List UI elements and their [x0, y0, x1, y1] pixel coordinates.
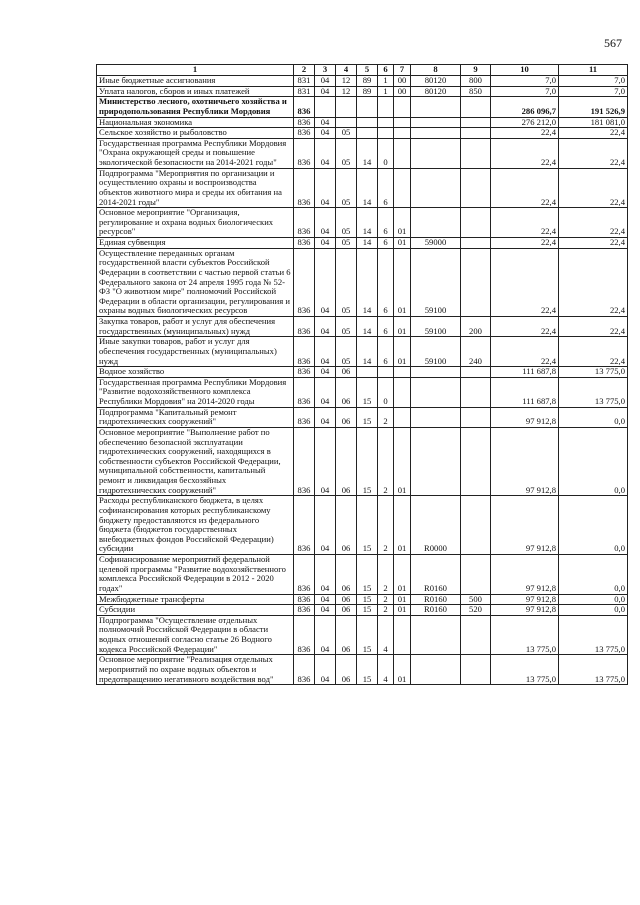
section-code: 04 — [315, 615, 336, 655]
subsection-code: 06 — [336, 367, 357, 378]
item-name: Министерство лесного, охотничьего хозяйства и природопользования Республики Мордовия — [97, 97, 294, 117]
amount-col10: 97 912,8 — [491, 555, 559, 595]
ministry-code: 836 — [294, 238, 315, 249]
section-code: 04 — [315, 76, 336, 87]
amount-col11: 181 081,0 — [559, 117, 628, 128]
amount-col10: 22,4 — [491, 128, 559, 139]
ministry-code: 836 — [294, 138, 315, 168]
amount-col10: 22,4 — [491, 337, 559, 367]
expense-type-code — [461, 238, 491, 249]
section-code: 04 — [315, 555, 336, 595]
program-code: 15 — [357, 655, 378, 685]
direction-code — [411, 377, 461, 407]
subprogram-code: 6 — [378, 317, 394, 337]
subprogram-code: 4 — [378, 655, 394, 685]
column-header-2: 2 — [294, 65, 315, 76]
table-row — [97, 367, 628, 378]
subprogram-code: 2 — [378, 427, 394, 495]
section-code: 04 — [315, 337, 336, 367]
amount-col11: 22,4 — [559, 317, 628, 337]
table-row — [97, 377, 628, 407]
subprogram-code: 0 — [378, 377, 394, 407]
ministry-code: 836 — [294, 117, 315, 128]
item-name: Сельское хозяйство и рыболовство — [97, 128, 294, 139]
program-code: 14 — [357, 337, 378, 367]
section-code: 04 — [315, 168, 336, 208]
amount-col10: 22,4 — [491, 138, 559, 168]
subsection-code: 06 — [336, 377, 357, 407]
amount-col11: 13 775,0 — [559, 655, 628, 685]
item-name: Национальная экономика — [97, 117, 294, 128]
column-header-8: 8 — [411, 65, 461, 76]
ministry-code: 836 — [294, 655, 315, 685]
direction-code: 59000 — [411, 238, 461, 249]
expense-type-code — [461, 555, 491, 595]
event-code — [394, 138, 411, 168]
subprogram-code — [378, 128, 394, 139]
program-code: 14 — [357, 208, 378, 238]
item-name: Подпрограмма "Осуществление отдельных полномочий Российской Федерации в области водных отношений согласно статье 26 Водного кодекса Российской Федерации" — [97, 615, 294, 655]
program-code: 89 — [357, 76, 378, 87]
amount-col10: 276 212,0 — [491, 117, 559, 128]
ministry-code: 836 — [294, 208, 315, 238]
amount-col10: 22,4 — [491, 248, 559, 316]
amount-col11: 22,4 — [559, 138, 628, 168]
column-header-4: 4 — [336, 65, 357, 76]
page-number: 567 — [604, 36, 622, 50]
event-code — [394, 128, 411, 139]
subsection-code: 06 — [336, 605, 357, 616]
amount-col11: 22,4 — [559, 128, 628, 139]
column-header-10: 10 — [491, 65, 559, 76]
amount-col10: 97 912,8 — [491, 496, 559, 555]
expense-type-code — [461, 496, 491, 555]
amount-col10: 97 912,8 — [491, 594, 559, 605]
section-code — [315, 97, 336, 117]
subsection-code: 06 — [336, 427, 357, 495]
amount-col11: 0,0 — [559, 594, 628, 605]
program-code: 15 — [357, 615, 378, 655]
subsection-code: 12 — [336, 86, 357, 97]
event-code: 01 — [394, 555, 411, 595]
expense-type-code — [461, 138, 491, 168]
table-row — [97, 248, 628, 316]
amount-col10: 97 912,8 — [491, 605, 559, 616]
amount-col10: 111 687,8 — [491, 377, 559, 407]
table-body — [97, 76, 628, 685]
column-header-9: 9 — [461, 65, 491, 76]
direction-code — [411, 427, 461, 495]
program-code: 14 — [357, 317, 378, 337]
amount-col11: 191 526,9 — [559, 97, 628, 117]
table-row — [97, 117, 628, 128]
item-name: Водное хозяйство — [97, 367, 294, 378]
expense-type-code — [461, 367, 491, 378]
item-name: Подпрограмма "Капитальный ремонт гидротехнических сооружений" — [97, 407, 294, 427]
event-code: 01 — [394, 208, 411, 238]
subprogram-code — [378, 367, 394, 378]
column-header-11: 11 — [559, 65, 628, 76]
table-row — [97, 317, 628, 337]
section-code: 04 — [315, 367, 336, 378]
subsection-code — [336, 117, 357, 128]
expense-type-code — [461, 615, 491, 655]
direction-code: 59100 — [411, 317, 461, 337]
table-row — [97, 208, 628, 238]
event-code — [394, 407, 411, 427]
ministry-code: 836 — [294, 97, 315, 117]
table-row — [97, 86, 628, 97]
amount-col11: 0,0 — [559, 555, 628, 595]
ministry-code: 836 — [294, 367, 315, 378]
subprogram-code: 2 — [378, 594, 394, 605]
subsection-code: 05 — [336, 238, 357, 249]
table-row — [97, 427, 628, 495]
event-code: 00 — [394, 76, 411, 87]
ministry-code: 831 — [294, 86, 315, 97]
amount-col10: 7,0 — [491, 76, 559, 87]
ministry-code: 836 — [294, 555, 315, 595]
direction-code: 59100 — [411, 337, 461, 367]
event-code: 01 — [394, 337, 411, 367]
item-name: Межбюджетные трансферты — [97, 594, 294, 605]
table-row — [97, 138, 628, 168]
expense-type-code — [461, 128, 491, 139]
direction-code — [411, 97, 461, 117]
section-code: 04 — [315, 86, 336, 97]
program-code: 15 — [357, 427, 378, 495]
event-code — [394, 367, 411, 378]
item-name: Иные бюджетные ассигнования — [97, 76, 294, 87]
table-row — [97, 655, 628, 685]
program-code: 15 — [357, 605, 378, 616]
ministry-code: 836 — [294, 496, 315, 555]
subprogram-code: 0 — [378, 138, 394, 168]
section-code: 04 — [315, 138, 336, 168]
ministry-code: 836 — [294, 377, 315, 407]
subprogram-code: 2 — [378, 605, 394, 616]
subsection-code: 06 — [336, 555, 357, 595]
amount-col10: 13 775,0 — [491, 655, 559, 685]
program-code: 15 — [357, 407, 378, 427]
budget-table — [96, 64, 628, 685]
program-code: 15 — [357, 377, 378, 407]
subsection-code: 06 — [336, 407, 357, 427]
direction-code: R0000 — [411, 496, 461, 555]
program-code: 15 — [357, 555, 378, 595]
subprogram-code — [378, 117, 394, 128]
item-name: Основное мероприятие "Организация, регулирование и охрана водных биологических ресурсов" — [97, 208, 294, 238]
program-code — [357, 97, 378, 117]
expense-type-code — [461, 655, 491, 685]
event-code: 01 — [394, 496, 411, 555]
ministry-code: 836 — [294, 427, 315, 495]
direction-code — [411, 407, 461, 427]
direction-code — [411, 655, 461, 685]
program-code: 14 — [357, 138, 378, 168]
section-code: 04 — [315, 427, 336, 495]
table-row — [97, 496, 628, 555]
amount-col10: 7,0 — [491, 86, 559, 97]
table-row — [97, 615, 628, 655]
amount-col11: 13 775,0 — [559, 615, 628, 655]
item-name: Основное мероприятие "Выполнение работ по обеспечению безопасной эксплуатации гидротехнических сооружений, находящихся в собственности субъектов Российской Федерации, муниципальной собственности, капитальный ремонт и ликвидация бесхозяйных гидротехнических сооружений" — [97, 427, 294, 495]
event-code: 00 — [394, 86, 411, 97]
column-header-5: 5 — [357, 65, 378, 76]
direction-code: 80120 — [411, 76, 461, 87]
table-row — [97, 555, 628, 595]
table-row — [97, 76, 628, 87]
subprogram-code: 6 — [378, 238, 394, 249]
subprogram-code — [378, 97, 394, 117]
item-name: Иные закупки товаров, работ и услуг для обеспечения государственных (муниципальных) нужд — [97, 337, 294, 367]
ministry-code: 836 — [294, 594, 315, 605]
section-code: 04 — [315, 248, 336, 316]
expense-type-code — [461, 377, 491, 407]
expense-type-code: 800 — [461, 76, 491, 87]
program-code: 89 — [357, 86, 378, 97]
event-code: 01 — [394, 317, 411, 337]
item-name: Государственная программа Республики Мордовия "Охрана окружающей среды и повышение экологической безопасности на 2014-2021 годы" — [97, 138, 294, 168]
direction-code — [411, 208, 461, 238]
subsection-code: 05 — [336, 138, 357, 168]
direction-code — [411, 117, 461, 128]
event-code: 01 — [394, 238, 411, 249]
column-header-1: 1 — [97, 65, 294, 76]
program-code: 14 — [357, 248, 378, 316]
subsection-code: 06 — [336, 496, 357, 555]
item-name: Единая субвенция — [97, 238, 294, 249]
program-code — [357, 367, 378, 378]
direction-code: R0160 — [411, 594, 461, 605]
event-code — [394, 97, 411, 117]
subprogram-code: 6 — [378, 337, 394, 367]
amount-col11: 7,0 — [559, 86, 628, 97]
table-row — [97, 605, 628, 616]
event-code — [394, 117, 411, 128]
section-code: 04 — [315, 594, 336, 605]
expense-type-code: 500 — [461, 594, 491, 605]
subprogram-code: 1 — [378, 76, 394, 87]
table-row — [97, 238, 628, 249]
expense-type-code — [461, 427, 491, 495]
subsection-code: 05 — [336, 317, 357, 337]
ministry-code: 836 — [294, 168, 315, 208]
subprogram-code: 4 — [378, 615, 394, 655]
item-name: Государственная программа Республики Мордовия "Развитие водохозяйственного комплекса Республики Мордовия" на 2014-2020 годы — [97, 377, 294, 407]
expense-type-code: 520 — [461, 605, 491, 616]
column-header-7: 7 — [394, 65, 411, 76]
ministry-code: 836 — [294, 337, 315, 367]
subprogram-code: 1 — [378, 86, 394, 97]
amount-col11: 0,0 — [559, 605, 628, 616]
table-row — [97, 337, 628, 367]
expense-type-code — [461, 97, 491, 117]
section-code: 04 — [315, 605, 336, 616]
subsection-code: 05 — [336, 208, 357, 238]
program-code — [357, 128, 378, 139]
program-code: 15 — [357, 496, 378, 555]
subprogram-code: 2 — [378, 555, 394, 595]
ministry-code: 836 — [294, 248, 315, 316]
amount-col11: 7,0 — [559, 76, 628, 87]
subsection-code: 05 — [336, 128, 357, 139]
direction-code — [411, 615, 461, 655]
amount-col11: 13 775,0 — [559, 377, 628, 407]
subprogram-code: 6 — [378, 248, 394, 316]
expense-type-code — [461, 208, 491, 238]
ministry-code: 836 — [294, 407, 315, 427]
item-name: Уплата налогов, сборов и иных платежей — [97, 86, 294, 97]
expense-type-code: 850 — [461, 86, 491, 97]
table-header-row — [97, 65, 628, 76]
event-code — [394, 168, 411, 208]
amount-col10: 13 775,0 — [491, 615, 559, 655]
amount-col11: 22,4 — [559, 238, 628, 249]
subsection-code: 06 — [336, 615, 357, 655]
section-code: 04 — [315, 496, 336, 555]
section-code: 04 — [315, 238, 336, 249]
section-code: 04 — [315, 655, 336, 685]
event-code: 01 — [394, 427, 411, 495]
event-code: 01 — [394, 248, 411, 316]
direction-code: 80120 — [411, 86, 461, 97]
ministry-code: 836 — [294, 128, 315, 139]
event-code — [394, 615, 411, 655]
table-row — [97, 128, 628, 139]
subsection-code: 12 — [336, 76, 357, 87]
amount-col10: 97 912,8 — [491, 407, 559, 427]
event-code: 01 — [394, 594, 411, 605]
amount-col11: 13 775,0 — [559, 367, 628, 378]
amount-col11: 0,0 — [559, 496, 628, 555]
program-code: 15 — [357, 594, 378, 605]
ministry-code: 836 — [294, 605, 315, 616]
subsection-code: 05 — [336, 168, 357, 208]
ministry-code: 836 — [294, 317, 315, 337]
direction-code — [411, 168, 461, 208]
direction-code: R0160 — [411, 555, 461, 595]
table-row — [97, 97, 628, 117]
subprogram-code: 2 — [378, 496, 394, 555]
expense-type-code — [461, 407, 491, 427]
item-name: Субсидии — [97, 605, 294, 616]
direction-code — [411, 138, 461, 168]
item-name: Основное мероприятие "Реализация отдельных мероприятий по охране водных объектов и предотвращению негативного воздействия вод" — [97, 655, 294, 685]
ministry-code: 831 — [294, 76, 315, 87]
item-name: Подпрограмма "Мероприятия по организации и осуществлению охраны и воспроизводства объектов животного мира и среды их обитания на 2014-2021 годы" — [97, 168, 294, 208]
program-code — [357, 117, 378, 128]
expense-type-code: 240 — [461, 337, 491, 367]
subprogram-code: 2 — [378, 407, 394, 427]
subsection-code: 06 — [336, 594, 357, 605]
subprogram-code: 6 — [378, 168, 394, 208]
direction-code — [411, 128, 461, 139]
subsection-code: 06 — [336, 655, 357, 685]
amount-col11: 0,0 — [559, 407, 628, 427]
section-code: 04 — [315, 128, 336, 139]
amount-col11: 22,4 — [559, 248, 628, 316]
amount-col10: 22,4 — [491, 238, 559, 249]
direction-code: 59100 — [411, 248, 461, 316]
column-header-3: 3 — [315, 65, 336, 76]
direction-code: R0160 — [411, 605, 461, 616]
program-code: 14 — [357, 168, 378, 208]
subprogram-code: 6 — [378, 208, 394, 238]
amount-col10: 97 912,8 — [491, 427, 559, 495]
subsection-code — [336, 97, 357, 117]
expense-type-code — [461, 168, 491, 208]
section-code: 04 — [315, 208, 336, 238]
event-code: 01 — [394, 655, 411, 685]
amount-col11: 22,4 — [559, 168, 628, 208]
table-row — [97, 168, 628, 208]
program-code: 14 — [357, 238, 378, 249]
expense-type-code: 200 — [461, 317, 491, 337]
section-code: 04 — [315, 407, 336, 427]
item-name: Осуществление переданных органам государственной власти субъектов Российской Федерации в соответствии с частью первой статьи 6 Федерального закона от 24 апреля 1995 года № 52-ФЗ "О животном мире" полномочий Российской Федерации в области организации, регулирования и охраны водных биологических ресурсов — [97, 248, 294, 316]
table-row — [97, 594, 628, 605]
event-code: 01 — [394, 605, 411, 616]
amount-col11: 0,0 — [559, 427, 628, 495]
section-code: 04 — [315, 317, 336, 337]
amount-col10: 111 687,8 — [491, 367, 559, 378]
subsection-code: 05 — [336, 248, 357, 316]
direction-code — [411, 367, 461, 378]
ministry-code: 836 — [294, 615, 315, 655]
amount-col10: 286 096,7 — [491, 97, 559, 117]
section-code: 04 — [315, 377, 336, 407]
section-code: 04 — [315, 117, 336, 128]
expense-type-code — [461, 248, 491, 316]
amount-col11: 22,4 — [559, 208, 628, 238]
item-name: Закупка товаров, работ и услуг для обеспечения государственных (муниципальных) нужд — [97, 317, 294, 337]
subsection-code: 05 — [336, 337, 357, 367]
amount-col10: 22,4 — [491, 317, 559, 337]
amount-col10: 22,4 — [491, 168, 559, 208]
item-name: Софинансирование мероприятий федеральной целевой программы "Развитие водохозяйственного комплекса Российской Федерации в 2012 - 2020 годах" — [97, 555, 294, 595]
expense-type-code — [461, 117, 491, 128]
amount-col10: 22,4 — [491, 208, 559, 238]
event-code — [394, 377, 411, 407]
column-header-6: 6 — [378, 65, 394, 76]
amount-col11: 22,4 — [559, 337, 628, 367]
table-row — [97, 407, 628, 427]
item-name: Расходы республиканского бюджета, в целях софинансирования которых республиканскому бюджету предоставляются из федерального бюджета (бюджетов государственных внебюджетных фондов Российской Федерации) субсидии — [97, 496, 294, 555]
